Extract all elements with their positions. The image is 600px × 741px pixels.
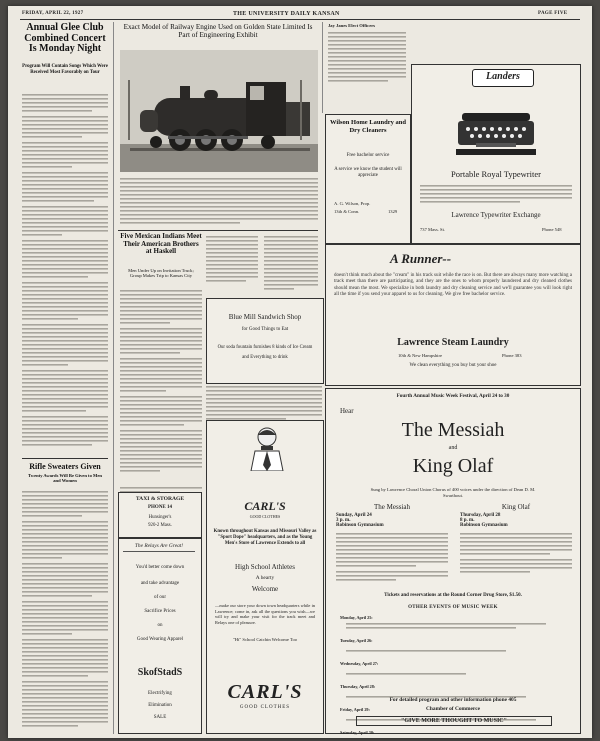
- taxi-name: Hunsinger's: [148, 515, 172, 520]
- carls-athletes: High School Athletes: [235, 563, 295, 571]
- messiah-place: Robinson Gymnasium: [336, 523, 384, 528]
- event-1-lines: [340, 621, 566, 633]
- runner-text: doesn't think much about the "cream" in his track suit while the race is on. But there are always many more watching a track meet than there are participating, and they are the ones to whom properly laundered and dry cleaned clothes should mean the most. We specialize in both laundry and dry cleaning service and we'll guarantee you will look right all the time if you send your apparel to us for cleaning. We give free bachelor service.: [334, 273, 572, 298]
- event-2-lines: [340, 648, 566, 656]
- landers-brand: Landers: [486, 71, 520, 82]
- rifle-article-body: [22, 489, 108, 733]
- engine-continued-body: [206, 234, 318, 296]
- wilson-proprietor: A. G. Wilson, Prop.: [334, 201, 371, 206]
- event-6-lines: [340, 736, 566, 738]
- typewriter-address: 737 Mass. St.: [420, 227, 446, 232]
- carls-logo-bottom: CARL'S: [227, 681, 303, 703]
- carls-hi-school: "Hi" School Catchin Welcome Too: [232, 637, 298, 642]
- wilson-phone: 1329: [388, 209, 398, 214]
- bluemill-line2: and Everything to drink: [242, 355, 288, 360]
- music-slogan: "GIVE MORE THOUGHT TO MUSIC": [356, 716, 552, 726]
- skofstads-footer3: SALE: [153, 715, 167, 720]
- skofstads-footer1: Electrifying: [148, 691, 172, 696]
- newspaper-page: [8, 6, 592, 738]
- king-olaf-date: Thursday, April 28: [460, 513, 501, 518]
- bluemill-ad: [206, 298, 324, 384]
- steam-laundry-ad: [325, 244, 581, 386]
- event-day-3: Wednesday, April 27:: [340, 661, 379, 666]
- typewriter-title: Portable Royal Typewriter: [451, 169, 541, 179]
- engine-photo: [120, 50, 318, 172]
- king-olaf-block: [460, 503, 572, 596]
- engine-continued-lines: [206, 234, 318, 296]
- relays-line-6: Good Wearing Apparel: [136, 637, 184, 642]
- rifle-text-lines: [22, 489, 108, 733]
- king-olaf-place: Robinson Gymnasium: [460, 523, 508, 528]
- wilson-line2: A service we know the student will appreciate: [334, 167, 402, 179]
- glee-article-body: [22, 92, 108, 450]
- relays-line-2: and take advantage: [140, 581, 180, 586]
- carls-logo-top-sub: GOOD CLOTHES: [249, 514, 281, 519]
- event-day-5: Friday, April 29:: [340, 707, 370, 712]
- bluemill-title: Blue Mill Sandwich Shop: [228, 313, 302, 321]
- glee-deck: Program Will Contain Songs Which Were Received Most Favorably on Tour: [22, 64, 108, 75]
- col1-rule: [22, 458, 108, 459]
- music-title-king-olaf: King Olaf: [412, 455, 494, 477]
- glee-headline: Annual Glee Club Combined Concert Is Monday Night: [24, 22, 106, 54]
- indians-text-lines: [120, 288, 202, 478]
- col1-divider: [113, 22, 114, 734]
- music-detailed: For detailed program and other information phone 405: [389, 697, 517, 703]
- carls-welcome: Welcome: [251, 585, 279, 593]
- man-illustration: [247, 425, 287, 471]
- indians-deck: Men Under Up on Invitation Truck; Group Makes Trip to Kansas City: [128, 268, 194, 279]
- carls-logo-bottom-sub: GOOD CLOTHES: [239, 705, 291, 710]
- indians-body: [120, 288, 202, 478]
- header-rule: [20, 19, 580, 20]
- rifle-deck: Twenty Awards Will Be Given to Men and Women: [28, 473, 102, 484]
- messiah-block: [336, 503, 448, 596]
- messiah-date: Sunday, April 24: [336, 513, 372, 518]
- carls-make: —make our store your down town headquarters while in Lawrence; come in, ask all the questions you wish—we will try and make your visit for the track meet and Relays one of pleasure.: [215, 603, 315, 625]
- wilson-laundry-ad: [325, 114, 411, 244]
- indians-headline: Five Mexican Indians Meet Their American Brothers at Haskell: [120, 232, 202, 256]
- bluemill-sub: for Good Things to Eat: [241, 327, 289, 332]
- king-olaf-soloists-lines: [460, 531, 572, 591]
- event-3-lines: [340, 671, 566, 679]
- music-hear: Hear: [340, 407, 354, 415]
- messiah-time: 3 p. m.: [336, 518, 351, 523]
- event-day-2: Tuesday, April 26:: [340, 638, 373, 643]
- relays-line-5: on: [157, 623, 163, 628]
- engine-rule: [118, 230, 318, 231]
- music-other-events: OTHER EVENTS OF MUSIC WEEK: [408, 605, 498, 610]
- header-date: FRIDAY, APRIL 22, 1927: [22, 11, 84, 16]
- messiah-title: The Messiah: [374, 503, 410, 511]
- jayjanes-divider: [322, 22, 323, 113]
- engine-text-lines: [120, 176, 318, 228]
- music-festival-ad: [325, 388, 581, 734]
- steam-laundry-tag: We clean everything you buy but your shoe: [409, 363, 497, 368]
- event-day-6: Saturday, April 30:: [340, 730, 375, 735]
- music-sung-by: Sung by Lawrence Choral Union Chorus of 400 voices under the direction of Dean D. M. Swarthout.: [370, 487, 536, 498]
- header-page: PAGE FIVE: [538, 11, 568, 16]
- relays-line-3: of our: [153, 595, 167, 600]
- king-olaf-time: 8 p. m.: [460, 518, 475, 523]
- typewriter-vendor: Lawrence Typewriter Exchange: [451, 211, 541, 219]
- steam-laundry-phone: Phone 383: [502, 353, 522, 358]
- skofstads-ad: [118, 538, 202, 734]
- bluemill-line: Our soda fountain furnishes 8 kinds of Ice Cream: [217, 345, 313, 350]
- jayjanes-body: [328, 30, 406, 110]
- wilson-title: Wilson Home Laundry and Dry Cleaners: [330, 119, 406, 134]
- messiah-soloists-lines: [336, 531, 448, 591]
- music-tickets: Tickets and reservations at the Round Corner Drug Store, $1.50.: [384, 593, 522, 598]
- jayjanes-headline: Jay Janes Elect Officers: [328, 23, 376, 28]
- skofstads-footer2: Elimination: [148, 703, 172, 708]
- glee-text-lines: [22, 92, 108, 450]
- typewriter-icon: [456, 107, 536, 159]
- taxi-address: 920-2 Mass.: [148, 523, 172, 528]
- rifle-headline: Rifle Sweaters Given: [29, 462, 101, 471]
- music-chamber: Chamber of Commerce: [426, 706, 480, 712]
- skofstads-brand: SkofStadS: [137, 667, 183, 678]
- event-day-1: Monday, April 25:: [340, 615, 373, 620]
- landers-logo: [472, 69, 534, 87]
- taxi-phone: PHONE 14: [147, 505, 173, 510]
- carls-logo-top: CARL'S: [244, 499, 286, 513]
- jayjanes-text-lines: [328, 30, 406, 110]
- music-title-messiah: The Messiah: [401, 419, 505, 441]
- typewriter-text-lines: [420, 183, 572, 205]
- music-and: and: [448, 445, 458, 451]
- relays-line-4: Sacrifice Prices: [144, 609, 176, 614]
- locomotive-image: [120, 50, 318, 172]
- music-festival: Fourth Annual Music Week Festival, April 24 to 30: [396, 393, 510, 399]
- taxi-ad: [118, 492, 202, 538]
- wilson-street: 13th & Conn.: [334, 209, 360, 214]
- steam-laundry-addr: 10th & New Hampshire: [398, 353, 443, 358]
- engine-article-body: [120, 176, 318, 228]
- wilson-line1: Free bachelor service: [346, 153, 390, 158]
- taxi-title: TAXI & STORAGE: [135, 496, 185, 502]
- typewriter-body: [420, 183, 572, 205]
- carls-known: Known throughout Kansas and Missouri Valley as "Sport Dope" headquarters, and as the Young Men's Store of Lawrence Extends to all: [213, 529, 317, 546]
- carls-hearty: A hearty: [255, 575, 275, 581]
- typewriter-phone: Phone 548: [542, 227, 562, 232]
- relays-line-1: You'd better come down: [135, 565, 185, 570]
- relays-title: The Relays Are Great!: [123, 543, 195, 552]
- typewriter-ad: [411, 64, 581, 244]
- event-day-4: Thursday, April 28:: [340, 684, 376, 689]
- indians-body-end: [120, 480, 202, 488]
- king-olaf-title: King Olaf: [501, 503, 531, 511]
- carls-ad: [206, 420, 324, 734]
- engine-headline: Exact Model of Railway Engine Used on Golden State Limited Is Part of Engineering Exhibit: [123, 23, 313, 40]
- runner-title: A Runner--: [390, 251, 452, 266]
- steam-laundry-name: Lawrence Steam Laundry: [397, 337, 509, 348]
- header-masthead: THE UNIVERSITY DAILY KANSAN: [233, 11, 340, 17]
